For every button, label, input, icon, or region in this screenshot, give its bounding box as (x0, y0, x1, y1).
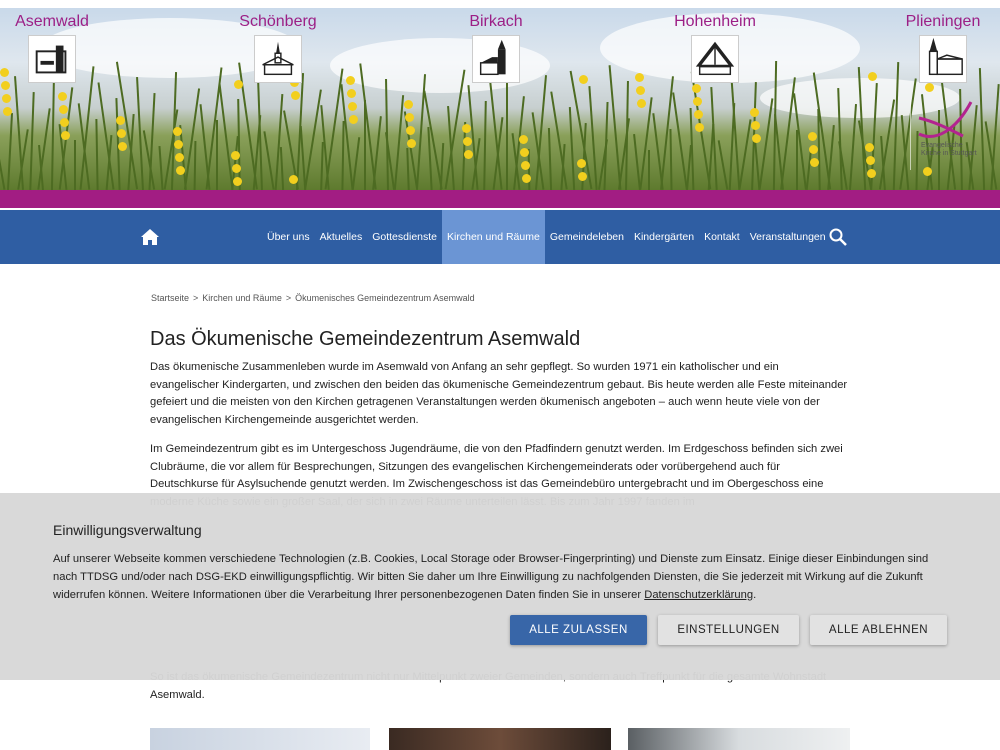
image-gallery (150, 728, 850, 750)
breadcrumb (151, 293, 479, 303)
closing-paragraph: Asemwald. (150, 688, 205, 701)
church-name: Plieningen (905, 13, 981, 30)
nav-item[interactable]: Aktuelles (319, 231, 363, 243)
home-icon[interactable] (140, 228, 160, 246)
privacy-policy-link[interactable]: Datenschutzerklärung (644, 589, 754, 601)
search-icon[interactable] (829, 228, 847, 246)
ekis-logo-text: Evangelische Kirche in Stuttgart (921, 142, 977, 157)
top-strip (0, 0, 1000, 8)
church-link-schoenberg[interactable] (223, 8, 333, 83)
building-paragraph: Im Gemeindezentrum gibt es im Untergeschoss Jugendräume, die von den Pfadfindern genutzt werden. Im Erdgeschoss befinden sich zwei Clubräume, die vor allem für Besprechungen, Sitzungen des evangelischen Kirchengemeinderats oder vorübergehend auch für Deutschkurse für Asylsuchende genutzt werden. Im Zwischengeschoss ist das Gemeindebüro untergebracht und im Obergeschoss eine (150, 443, 843, 490)
church-name: Asemwald (15, 13, 89, 30)
nav-item[interactable]: Kindergärten (633, 231, 695, 243)
breadcrumb-separator: > (285, 293, 292, 303)
gallery-image[interactable] (628, 728, 850, 750)
main-navigation (0, 210, 1000, 264)
reject-all-button[interactable]: ALLE ABLEHNEN (810, 615, 947, 645)
church-link-hohenheim[interactable] (660, 8, 770, 83)
plieningen-church-icon (919, 35, 967, 83)
nav-item[interactable]: Veranstaltungen (749, 231, 826, 243)
church-link-birkach[interactable] (441, 8, 551, 83)
magenta-accent-bar (0, 190, 1000, 208)
nav-item[interactable]: Gemeindeleben (549, 231, 624, 243)
asemwald-church-icon (28, 35, 76, 83)
breadcrumb-item[interactable]: Startseite (151, 293, 190, 303)
breadcrumb-item[interactable]: Ökumenisches Gemeindezentrum Asemwald (295, 293, 475, 303)
consent-body: Auf unserer Webseite kommen verschiedene Technologien (z.B. Cookies, Local Storage oder Browser-Fingerprinting) und Dienste zum Einsatz. Einige dieser Einbindungen sind nach TTDSG und/oder nach DSG-EKD einwilligungspflichtig. Wir bitten Sie daher um Ihre Einwilligung zu nachfolgenden Diensten, die Sie jederzeit mit Wirkung auf die Zukunft widerrufen können. Weitere Informationen über die Verarbeitung Ihrer personenbezogenen Daten finden Sie in unserer (53, 553, 929, 601)
nav-item[interactable]: Über uns (267, 231, 310, 243)
nav-item[interactable]: Gottesdienste (372, 231, 438, 243)
nav-item[interactable]: Kontakt (704, 231, 740, 243)
ekis-logo[interactable] (910, 100, 980, 170)
consent-end: . (753, 589, 757, 601)
church-name: Hohenheim (674, 13, 756, 30)
consent-text (53, 550, 953, 604)
breadcrumb-item[interactable]: Kirchen und Räume (202, 293, 282, 303)
settings-button[interactable]: EINSTELLUNGEN (658, 615, 799, 645)
header-banner (0, 8, 1000, 190)
hohenheim-church-icon (691, 35, 739, 83)
nav-items (262, 210, 831, 264)
accept-all-button[interactable]: ALLE ZULASSEN (510, 615, 647, 645)
birkach-church-icon (472, 35, 520, 83)
nav-item[interactable]: Kirchen und Räume (442, 210, 545, 264)
church-name: Schönberg (239, 13, 317, 30)
page-title: Das Ökumenische Gemeindezentrum Asemwald (150, 328, 581, 350)
church-link-asemwald[interactable] (0, 8, 107, 83)
church-name: Birkach (469, 13, 523, 30)
gallery-image[interactable] (389, 728, 611, 750)
intro-paragraph: Das ökumenische Zusammenleben wurde im Asemwald von Anfang an sehr gepflegt. So wurden 1971 ein katholischer und ein evangelischer Kindergarten, und zwischen den beiden das ökumenische Gemeindezentrum gebaut. Bis heute werden alle Feste miteinander gefeiert und die meisten von den Kirchen getragenen Veranstaltungen werden ökumenisch angeboten – auch wenn heute viele von der evangelischen Kirchengemeinde ausgerichtet werden. (150, 361, 848, 426)
gallery-image[interactable] (150, 728, 370, 750)
consent-banner (0, 493, 1000, 680)
breadcrumb-separator: > (193, 293, 199, 303)
ekis-swoosh-icon (911, 100, 981, 170)
church-link-plieningen[interactable] (888, 8, 998, 83)
schoenberg-church-icon (254, 35, 302, 83)
consent-title: Einwilligungsverwaltung (53, 522, 202, 538)
